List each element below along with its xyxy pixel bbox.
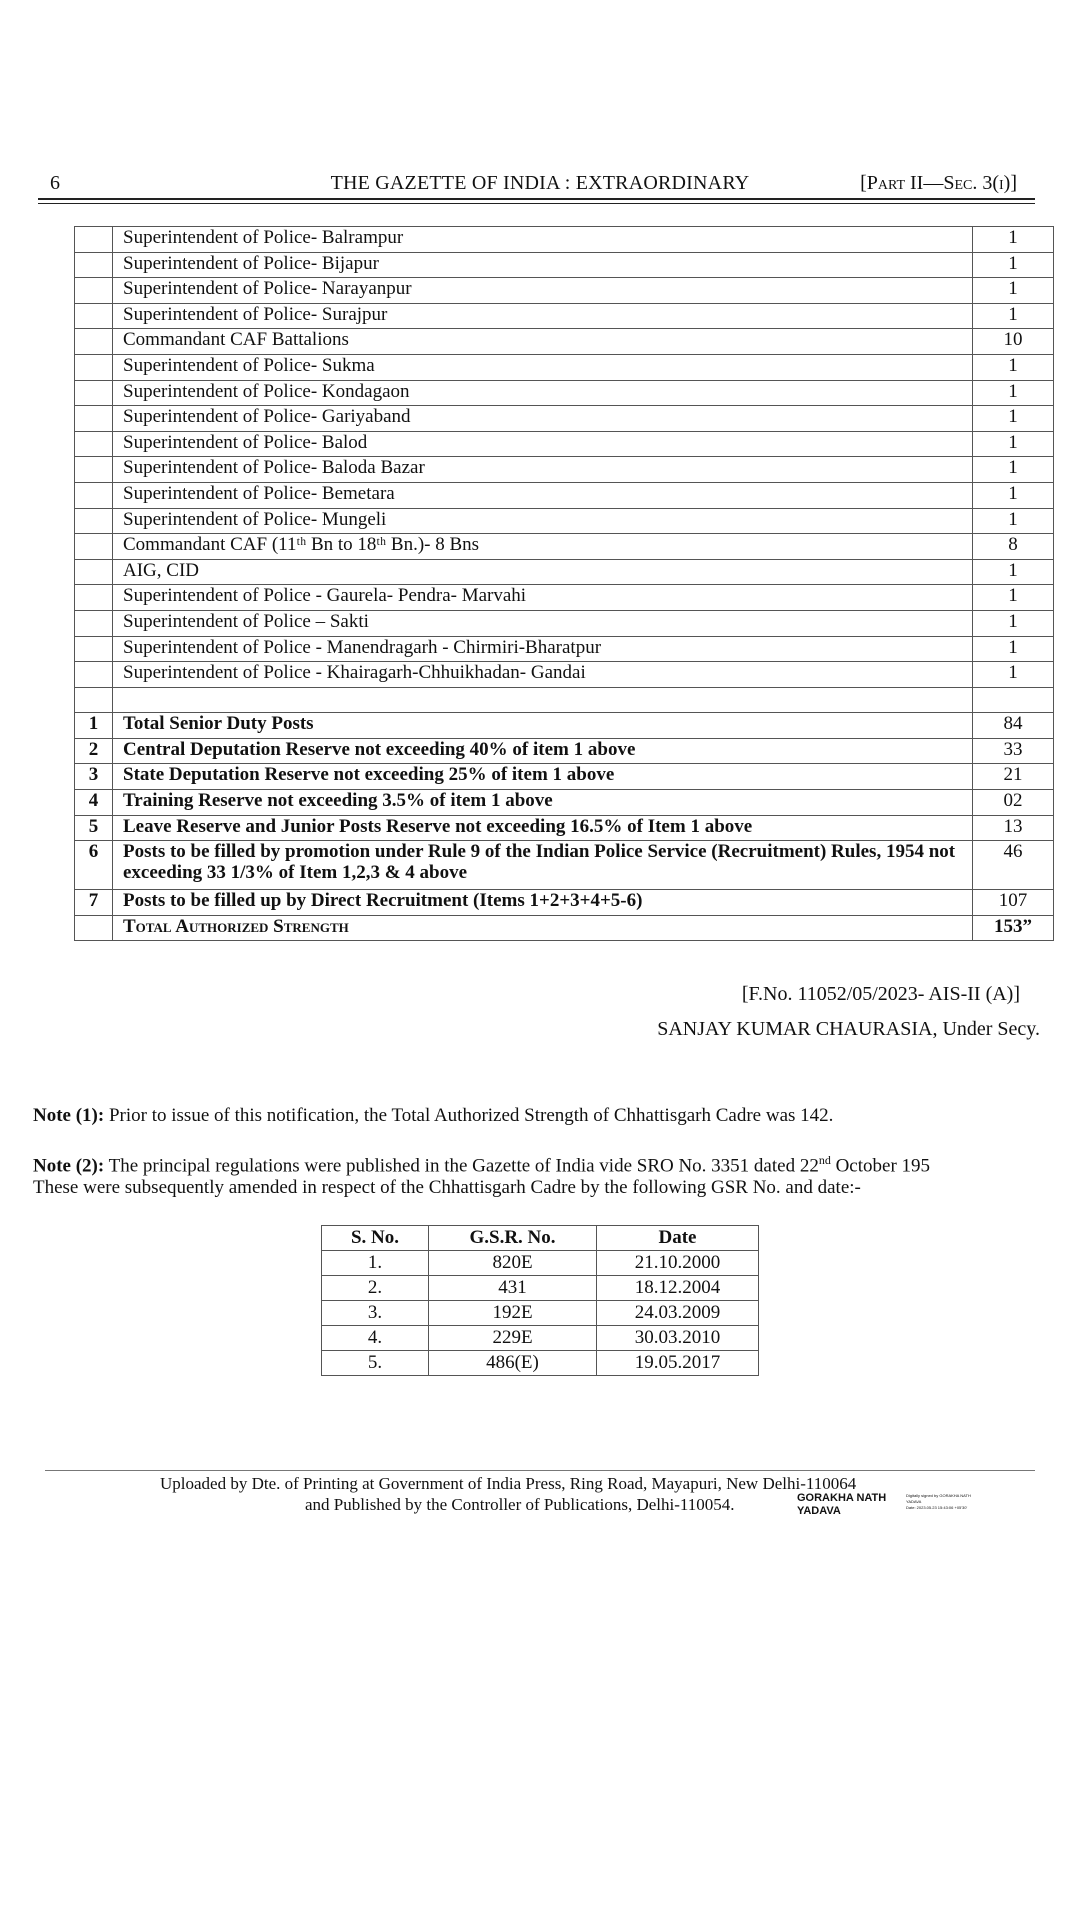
summary-row <box>75 713 1054 739</box>
summary-item-description: Posts to be filled by promotion under Rule 9 of the Indian Police Service (Recruitment) Rules, 1954 not exceeding 33 1/3% of Item 1,2,3 & 4 above <box>113 841 973 890</box>
gsr-date: 30.03.2010 <box>597 1326 759 1351</box>
gsr-serial: 3. <box>322 1301 429 1326</box>
gsr-serial: 1. <box>322 1251 429 1276</box>
note-1-text: Prior to issue of this notification, the Total Authorized Strength of Chhattisgarh Cadre was 142. <box>104 1105 834 1126</box>
post-name: Superintendent of Police- Bijapur <box>113 252 973 278</box>
post-serial <box>75 278 113 304</box>
summary-row <box>75 790 1054 816</box>
gsr-header-sno: S. No. <box>322 1226 429 1251</box>
post-row <box>75 610 1054 636</box>
gsr-table <box>321 1225 759 1376</box>
post-name: Superintendent of Police- Narayanpur <box>113 278 973 304</box>
note-2 <box>33 1153 1080 1177</box>
footer-line-2: and Published by the Controller of Publications, Delhi-110054. <box>305 1495 735 1514</box>
post-row <box>75 636 1054 662</box>
post-count: 1 <box>973 662 1054 688</box>
summary-item-description: State Deputation Reserve not exceeding 25% of item 1 above <box>113 764 973 790</box>
post-row <box>75 662 1054 688</box>
post-serial <box>75 252 113 278</box>
post-row <box>75 482 1054 508</box>
summary-item-number: 4 <box>75 790 113 816</box>
summary-item-count: 46 <box>973 841 1054 890</box>
summary-item-description: Leave Reserve and Junior Posts Reserve not exceeding 16.5% of Item 1 above <box>113 815 973 841</box>
note-2-line-2: These were subsequently amended in respect of the Chhattisgarh Cadre by the following GSR No. and date:- <box>33 1177 861 1198</box>
gsr-number: 431 <box>429 1276 597 1301</box>
post-count: 1 <box>973 303 1054 329</box>
post-serial <box>75 534 113 560</box>
summary-item-description: Total Senior Duty Posts <box>113 713 973 739</box>
note-2-sup: nd <box>818 1153 831 1167</box>
post-row <box>75 431 1054 457</box>
summary-row <box>75 815 1054 841</box>
post-row <box>75 227 1054 253</box>
summary-row <box>75 738 1054 764</box>
summary-item-description: Central Deputation Reserve not exceeding 40% of item 1 above <box>113 738 973 764</box>
gazette-title: THE GAZETTE OF INDIA : EXTRAORDINARY <box>330 172 750 194</box>
post-row <box>75 278 1054 304</box>
signature-name-line-1: GORAKHA NATH <box>797 1492 887 1504</box>
post-count: 1 <box>973 278 1054 304</box>
summary-item-number: 5 <box>75 815 113 841</box>
post-serial <box>75 380 113 406</box>
post-row <box>75 380 1054 406</box>
post-serial <box>75 431 113 457</box>
post-row <box>75 508 1054 534</box>
gsr-row <box>322 1301 759 1326</box>
summary-row <box>75 764 1054 790</box>
post-count: 1 <box>973 636 1054 662</box>
gsr-row <box>322 1276 759 1301</box>
post-count: 1 <box>973 508 1054 534</box>
posts-list <box>75 227 1054 941</box>
post-serial <box>75 508 113 534</box>
post-row <box>75 457 1054 483</box>
total-authorized-strength-value: 153” <box>973 915 1054 941</box>
gsr-serial: 2. <box>322 1276 429 1301</box>
summary-row <box>75 890 1054 916</box>
summary-item-description: Posts to be filled up by Direct Recruitment (Items 1+2+3+4+5-6) <box>113 890 973 916</box>
post-name: Superintendent of Police - Gaurela- Pendra- Marvahi <box>113 585 973 611</box>
post-row <box>75 406 1054 432</box>
total-blank-cell <box>75 915 113 941</box>
gsr-header-row <box>322 1226 759 1251</box>
note-1 <box>33 1105 1080 1127</box>
summary-item-number: 3 <box>75 764 113 790</box>
post-count: 1 <box>973 227 1054 253</box>
summary-item-count: 21 <box>973 764 1054 790</box>
gsr-row <box>322 1251 759 1276</box>
post-row <box>75 303 1054 329</box>
post-count: 1 <box>973 610 1054 636</box>
post-row <box>75 252 1054 278</box>
summary-row <box>75 841 1054 890</box>
gsr-number: 229E <box>429 1326 597 1351</box>
gsr-number: 486(E) <box>429 1351 597 1376</box>
digital-signature-details <box>906 1493 971 1511</box>
post-name: Superintendent of Police - Khairagarh-Chhuikhadan- Gandai <box>113 662 973 688</box>
post-serial <box>75 559 113 585</box>
gsr-header-gsr: G.S.R. No. <box>429 1226 597 1251</box>
gsr-row <box>322 1351 759 1376</box>
post-serial <box>75 354 113 380</box>
gsr-row <box>322 1326 759 1351</box>
post-name: Superintendent of Police- Bemetara <box>113 482 973 508</box>
gsr-number: 820E <box>429 1251 597 1276</box>
signatory: SANJAY KUMAR CHAURASIA, Under Secy. <box>657 1018 1040 1040</box>
post-serial <box>75 329 113 355</box>
post-count: 8 <box>973 534 1054 560</box>
page-number: 6 <box>50 172 60 194</box>
post-serial <box>75 610 113 636</box>
summary-item-count: 33 <box>973 738 1054 764</box>
signature-detail-line-1: Digitally signed by GORAKHA NATH <box>906 1493 971 1498</box>
note-1-label: Note (1): <box>33 1105 105 1126</box>
post-row <box>75 585 1054 611</box>
gsr-rows <box>322 1251 759 1376</box>
gsr-header-date: Date <box>597 1226 759 1251</box>
summary-item-count: 02 <box>973 790 1054 816</box>
blank-cell <box>973 687 1054 713</box>
post-serial <box>75 482 113 508</box>
post-row <box>75 329 1054 355</box>
post-row <box>75 534 1054 560</box>
post-serial <box>75 662 113 688</box>
post-row <box>75 559 1054 585</box>
file-reference: [F.No. 11052/05/2023- AIS-II (A)] <box>741 983 1020 1005</box>
post-count: 10 <box>973 329 1054 355</box>
post-name: Superintendent of Police- Balrampur <box>113 227 973 253</box>
summary-item-description: Training Reserve not exceeding 3.5% of item 1 above <box>113 790 973 816</box>
signature-detail-line-3: Date: 2023.05.23 15:43:06 +05'30' <box>906 1505 968 1510</box>
gsr-date: 21.10.2000 <box>597 1251 759 1276</box>
cadre-strength-table <box>74 226 1054 941</box>
post-count: 1 <box>973 482 1054 508</box>
post-count: 1 <box>973 457 1054 483</box>
post-name: Superintendent of Police- Balod <box>113 431 973 457</box>
header-rule-thin <box>38 203 1035 204</box>
post-serial <box>75 227 113 253</box>
footer-rule <box>45 1470 1035 1471</box>
footer-line-1: Uploaded by Dte. of Printing at Government of India Press, Ring Road, Mayapuri, New Delhi-110064 <box>160 1474 857 1493</box>
gsr-date: 24.03.2009 <box>597 1301 759 1326</box>
post-name: Commandant CAF Battalions <box>113 329 973 355</box>
summary-item-count: 107 <box>973 890 1054 916</box>
summary-item-number: 1 <box>75 713 113 739</box>
post-count: 1 <box>973 252 1054 278</box>
post-count: 1 <box>973 354 1054 380</box>
post-name: Superintendent of Police- Surajpur <box>113 303 973 329</box>
total-row <box>75 915 1054 941</box>
post-count: 1 <box>973 559 1054 585</box>
summary-item-number: 7 <box>75 890 113 916</box>
summary-item-number: 6 <box>75 841 113 890</box>
gsr-serial: 4. <box>322 1326 429 1351</box>
post-name: Commandant CAF (11ᵗʰ Bn to 18ᵗʰ Bn.)- 8 Bns <box>113 534 973 560</box>
note-2-label: Note (2): <box>33 1155 105 1177</box>
post-serial <box>75 636 113 662</box>
header-rule-thick <box>38 198 1035 200</box>
post-serial <box>75 585 113 611</box>
gazette-header <box>45 168 1035 194</box>
post-count: 1 <box>973 380 1054 406</box>
summary-item-count: 13 <box>973 815 1054 841</box>
note-2-text-end: October 195 <box>830 1155 931 1177</box>
summary-item-number: 2 <box>75 738 113 764</box>
post-name: Superintendent of Police – Sakti <box>113 610 973 636</box>
digital-signature-name <box>797 1492 886 1518</box>
gsr-serial: 5. <box>322 1351 429 1376</box>
post-name: Superintendent of Police- Kondagaon <box>113 380 973 406</box>
post-name: AIG, CID <box>113 559 973 585</box>
blank-cell <box>75 687 113 713</box>
post-serial <box>75 457 113 483</box>
post-serial <box>75 406 113 432</box>
post-row <box>75 354 1054 380</box>
gsr-number: 192E <box>429 1301 597 1326</box>
post-name: Superintendent of Police- Gariyaband <box>113 406 973 432</box>
gsr-date: 19.05.2017 <box>597 1351 759 1376</box>
post-count: 1 <box>973 431 1054 457</box>
summary-item-count: 84 <box>973 713 1054 739</box>
signature-name-line-2: YADAVA <box>797 1505 841 1517</box>
post-count: 1 <box>973 585 1054 611</box>
blank-cell <box>113 687 973 713</box>
post-name: Superintendent of Police- Sukma <box>113 354 973 380</box>
post-serial <box>75 303 113 329</box>
total-authorized-strength-label: Total Authorized Strength <box>113 915 973 941</box>
signature-detail-line-2: YADAVA <box>906 1499 922 1504</box>
post-name: Superintendent of Police - Manendragarh - Chirmiri-Bharatpur <box>113 636 973 662</box>
gsr-date: 18.12.2004 <box>597 1276 759 1301</box>
post-count: 1 <box>973 406 1054 432</box>
blank-row <box>75 687 1054 713</box>
note-2-text: The principal regulations were published in the Gazette of India vide SRO No. 3351 dated 22 <box>104 1155 819 1177</box>
post-name: Superintendent of Police- Baloda Bazar <box>113 457 973 483</box>
post-name: Superintendent of Police- Mungeli <box>113 508 973 534</box>
part-section: [Part II—Sec. 3(i)] <box>860 172 1017 194</box>
